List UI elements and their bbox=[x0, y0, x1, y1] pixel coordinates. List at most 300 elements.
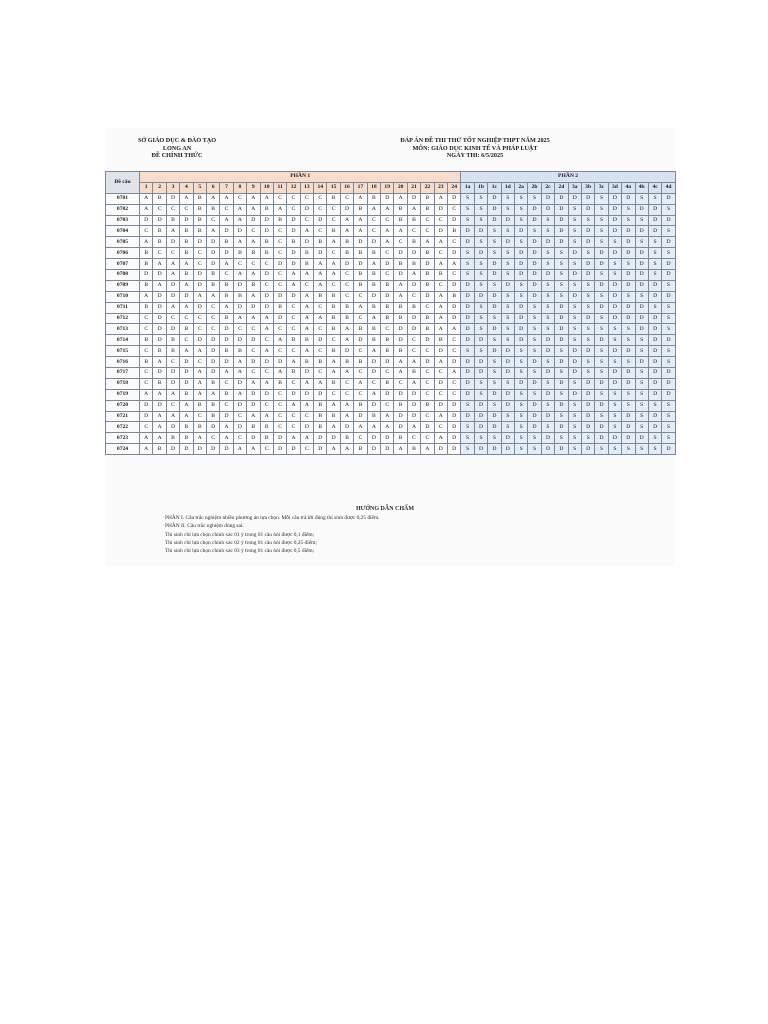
part2-answer-cell: S bbox=[541, 400, 554, 411]
part1-answer-cell: D bbox=[206, 368, 219, 379]
part1-answer-cell: C bbox=[434, 215, 447, 226]
part1-answer-cell: A bbox=[233, 215, 246, 226]
part2-answer-cell: D bbox=[461, 411, 474, 422]
part1-answer-cell: B bbox=[247, 248, 260, 259]
part2-question-header: 1d bbox=[501, 182, 514, 193]
part1-answer-cell: A bbox=[166, 389, 179, 400]
part1-answer-cell: C bbox=[233, 324, 246, 335]
part1-answer-cell: A bbox=[327, 444, 340, 455]
part1-answer-cell: D bbox=[300, 422, 313, 433]
part2-answer-cell: D bbox=[514, 302, 527, 313]
part1-answer-cell: B bbox=[407, 302, 420, 313]
part2-answer-cell: D bbox=[541, 411, 554, 422]
part1-answer-cell: D bbox=[407, 313, 420, 324]
part2-answer-cell: S bbox=[635, 368, 648, 379]
part2-answer-cell: S bbox=[662, 313, 675, 324]
part1-answer-cell: D bbox=[314, 335, 327, 346]
part1-answer-cell: D bbox=[233, 378, 246, 389]
part2-answer-cell: S bbox=[541, 357, 554, 368]
part2-answer-cell: D bbox=[662, 215, 675, 226]
part2-answer-cell: D bbox=[555, 335, 568, 346]
part1-answer-cell: C bbox=[220, 378, 233, 389]
part2-answer-cell: S bbox=[488, 335, 501, 346]
part1-answer-cell: A bbox=[247, 291, 260, 302]
part1-answer-cell: C bbox=[421, 302, 434, 313]
part1-answer-cell: C bbox=[407, 335, 420, 346]
part1-answer-cell: B bbox=[314, 291, 327, 302]
part2-answer-cell: D bbox=[595, 335, 608, 346]
part1-answer-cell: D bbox=[300, 368, 313, 379]
part1-answer-cell: B bbox=[421, 193, 434, 204]
part1-answer-cell: D bbox=[447, 215, 460, 226]
part2-answer-cell: D bbox=[488, 259, 501, 270]
part1-answer-cell: D bbox=[434, 400, 447, 411]
part1-answer-cell: A bbox=[300, 400, 313, 411]
part2-answer-cell: D bbox=[622, 193, 635, 204]
part2-answer-cell: D bbox=[528, 422, 541, 433]
part1-answer-cell: A bbox=[300, 433, 313, 444]
part1-answer-cell: A bbox=[140, 291, 153, 302]
part1-answer-cell: D bbox=[153, 313, 166, 324]
part2-answer-cell: S bbox=[514, 215, 527, 226]
part2-answer-cell: D bbox=[555, 378, 568, 389]
part2-answer-cell: S bbox=[488, 248, 501, 259]
part2-answer-cell: S bbox=[662, 400, 675, 411]
part2-answer-cell: D bbox=[568, 248, 581, 259]
part1-answer-cell: C bbox=[287, 422, 300, 433]
part2-answer-cell: S bbox=[622, 357, 635, 368]
part2-answer-cell: D bbox=[662, 335, 675, 346]
part1-answer-cell: D bbox=[220, 324, 233, 335]
part2-answer-cell: S bbox=[514, 291, 527, 302]
part2-answer-cell: S bbox=[488, 368, 501, 379]
part1-answer-cell: A bbox=[193, 346, 206, 357]
part1-answer-cell: A bbox=[327, 237, 340, 248]
part2-answer-cell: S bbox=[488, 378, 501, 389]
part2-answer-cell: D bbox=[595, 280, 608, 291]
part1-answer-cell: B bbox=[367, 324, 380, 335]
part2-answer-cell: D bbox=[662, 270, 675, 281]
part1-answer-cell: C bbox=[247, 368, 260, 379]
part1-answer-cell: C bbox=[206, 313, 219, 324]
part2-answer-cell: D bbox=[622, 368, 635, 379]
part1-answer-cell: D bbox=[421, 291, 434, 302]
part2-answer-cell: S bbox=[595, 193, 608, 204]
part1-answer-cell: A bbox=[314, 259, 327, 270]
part1-answer-cell: D bbox=[193, 237, 206, 248]
part2-answer-cell: D bbox=[541, 204, 554, 215]
part1-answer-cell: A bbox=[153, 422, 166, 433]
part2-answer-cell: S bbox=[474, 237, 487, 248]
part1-answer-cell: A bbox=[300, 302, 313, 313]
part2-answer-cell: D bbox=[514, 248, 527, 259]
part1-answer-cell: D bbox=[447, 193, 460, 204]
part1-answer-cell: D bbox=[233, 226, 246, 237]
part1-answer-cell: B bbox=[247, 422, 260, 433]
part2-answer-cell: D bbox=[595, 302, 608, 313]
part2-answer-cell: S bbox=[514, 422, 527, 433]
part2-answer-cell: D bbox=[581, 400, 594, 411]
part1-answer-cell: A bbox=[434, 237, 447, 248]
part2-answer-cell: D bbox=[461, 389, 474, 400]
part1-answer-cell: D bbox=[354, 259, 367, 270]
part2-answer-cell: D bbox=[461, 378, 474, 389]
part2-answer-cell: D bbox=[474, 368, 487, 379]
part1-answer-cell: B bbox=[220, 237, 233, 248]
part1-answer-cell: C bbox=[273, 280, 286, 291]
part1-answer-cell: C bbox=[206, 215, 219, 226]
part2-answer-cell: D bbox=[514, 226, 527, 237]
exam-code-cell: 0720 bbox=[106, 400, 140, 411]
part1-answer-cell: B bbox=[367, 270, 380, 281]
part2-answer-cell: S bbox=[555, 280, 568, 291]
part1-answer-cell: D bbox=[381, 357, 394, 368]
answer-key-document bbox=[105, 128, 675, 566]
part2-answer-cell: S bbox=[568, 444, 581, 455]
part1-answer-cell: B bbox=[300, 335, 313, 346]
part2-answer-cell: S bbox=[648, 433, 661, 444]
exam-code-cell: 0724 bbox=[106, 444, 140, 455]
part1-answer-cell: A bbox=[434, 324, 447, 335]
part1-answer-cell: D bbox=[447, 422, 460, 433]
part1-answer-cell: D bbox=[220, 248, 233, 259]
part2-answer-cell: D bbox=[595, 400, 608, 411]
part2-answer-cell: S bbox=[555, 346, 568, 357]
part1-answer-cell: A bbox=[140, 433, 153, 444]
part1-question-header: 21 bbox=[407, 182, 420, 193]
part1-answer-cell: C bbox=[340, 389, 353, 400]
part1-answer-cell: D bbox=[447, 400, 460, 411]
part1-answer-cell: B bbox=[300, 248, 313, 259]
part1-answer-cell: B bbox=[314, 237, 327, 248]
part1-answer-cell: A bbox=[421, 237, 434, 248]
part1-answer-cell: C bbox=[421, 433, 434, 444]
part1-answer-cell: C bbox=[287, 302, 300, 313]
part2-question-header: 2c bbox=[541, 182, 554, 193]
part2-answer-cell: D bbox=[622, 302, 635, 313]
exam-code-cell: 0713 bbox=[106, 324, 140, 335]
part1-answer-cell: D bbox=[287, 248, 300, 259]
part1-answer-cell: D bbox=[340, 346, 353, 357]
part1-answer-cell: C bbox=[247, 346, 260, 357]
part2-answer-cell: D bbox=[608, 291, 621, 302]
part2-answer-cell: D bbox=[622, 422, 635, 433]
part2-answer-cell: D bbox=[648, 280, 661, 291]
part1-answer-cell: A bbox=[220, 259, 233, 270]
part2-answer-cell: D bbox=[581, 237, 594, 248]
part2-answer-cell: S bbox=[528, 444, 541, 455]
part1-answer-cell: C bbox=[300, 193, 313, 204]
part2-answer-cell: D bbox=[528, 378, 541, 389]
part2-answer-cell: D bbox=[528, 270, 541, 281]
part1-answer-cell: A bbox=[340, 368, 353, 379]
part2-answer-cell: D bbox=[595, 378, 608, 389]
table-row bbox=[106, 433, 676, 444]
part2-answer-cell: S bbox=[648, 237, 661, 248]
part1-answer-cell: D bbox=[340, 259, 353, 270]
part2-answer-cell: S bbox=[581, 324, 594, 335]
part2-answer-cell: S bbox=[635, 444, 648, 455]
part2-answer-cell: S bbox=[461, 433, 474, 444]
part2-answer-cell: S bbox=[568, 422, 581, 433]
part1-answer-cell: C bbox=[140, 346, 153, 357]
part2-answer-cell: S bbox=[461, 346, 474, 357]
part1-answer-cell: A bbox=[367, 389, 380, 400]
part1-answer-cell: D bbox=[140, 400, 153, 411]
part1-answer-cell: A bbox=[394, 193, 407, 204]
part1-answer-cell: A bbox=[247, 313, 260, 324]
part1-answer-cell: D bbox=[447, 433, 460, 444]
part1-answer-cell: D bbox=[340, 422, 353, 433]
part2-answer-cell: S bbox=[581, 291, 594, 302]
part2-answer-cell: S bbox=[528, 302, 541, 313]
part2-answer-cell: D bbox=[528, 248, 541, 259]
part1-answer-cell: C bbox=[140, 226, 153, 237]
part2-answer-cell: S bbox=[541, 378, 554, 389]
part1-answer-cell: A bbox=[180, 400, 193, 411]
part1-answer-cell: A bbox=[300, 324, 313, 335]
part1-question-header: 7 bbox=[220, 182, 233, 193]
part1-answer-cell: D bbox=[407, 400, 420, 411]
part1-answer-cell: B bbox=[206, 280, 219, 291]
part1-answer-cell: C bbox=[273, 389, 286, 400]
exam-code-cell: 0719 bbox=[106, 389, 140, 400]
part2-answer-cell: S bbox=[501, 291, 514, 302]
part1-answer-cell: B bbox=[327, 313, 340, 324]
part1-answer-cell: B bbox=[367, 193, 380, 204]
part2-answer-cell: S bbox=[622, 389, 635, 400]
part1-answer-cell: A bbox=[180, 346, 193, 357]
code-column-header: Đề câu bbox=[106, 172, 140, 194]
part1-answer-cell: C bbox=[206, 433, 219, 444]
part1-answer-cell: D bbox=[260, 357, 273, 368]
part1-answer-cell: A bbox=[180, 411, 193, 422]
part2-answer-cell: S bbox=[541, 422, 554, 433]
part1-answer-cell: B bbox=[140, 280, 153, 291]
part1-answer-cell: C bbox=[206, 302, 219, 313]
part1-answer-cell: C bbox=[287, 313, 300, 324]
part2-question-header: 3a bbox=[568, 182, 581, 193]
part1-answer-cell: A bbox=[381, 204, 394, 215]
part1-question-header: 16 bbox=[340, 182, 353, 193]
part2-answer-cell: D bbox=[568, 270, 581, 281]
part1-answer-cell: B bbox=[434, 335, 447, 346]
part1-answer-cell: B bbox=[394, 433, 407, 444]
part2-answer-cell: S bbox=[622, 291, 635, 302]
header-row-parts bbox=[106, 172, 676, 183]
part2-answer-cell: D bbox=[541, 335, 554, 346]
part1-answer-cell: C bbox=[220, 270, 233, 281]
part1-answer-cell: C bbox=[260, 335, 273, 346]
part2-answer-cell: D bbox=[648, 204, 661, 215]
part1-answer-cell: D bbox=[407, 248, 420, 259]
part1-answer-cell: A bbox=[166, 226, 179, 237]
part1-answer-cell: B bbox=[180, 248, 193, 259]
part1-answer-cell: A bbox=[233, 444, 246, 455]
part1-answer-cell: C bbox=[354, 433, 367, 444]
part1-answer-cell: A bbox=[287, 280, 300, 291]
part1-answer-cell: D bbox=[407, 324, 420, 335]
part1-answer-cell: A bbox=[233, 204, 246, 215]
part1-question-header: 14 bbox=[314, 182, 327, 193]
part1-answer-cell: D bbox=[327, 433, 340, 444]
part1-answer-cell: D bbox=[247, 357, 260, 368]
table-row bbox=[106, 302, 676, 313]
part1-answer-cell: A bbox=[233, 389, 246, 400]
part1-answer-cell: C bbox=[340, 193, 353, 204]
part1-answer-cell: D bbox=[166, 422, 179, 433]
part1-answer-cell: B bbox=[206, 204, 219, 215]
part1-answer-cell: A bbox=[327, 422, 340, 433]
part1-answer-cell: C bbox=[407, 291, 420, 302]
part1-answer-cell: D bbox=[233, 335, 246, 346]
part2-answer-cell: S bbox=[568, 400, 581, 411]
table-row bbox=[106, 411, 676, 422]
part1-answer-cell: D bbox=[447, 280, 460, 291]
part1-answer-cell: C bbox=[220, 400, 233, 411]
part2-answer-cell: S bbox=[595, 215, 608, 226]
part2-answer-cell: D bbox=[488, 324, 501, 335]
part1-answer-cell: D bbox=[206, 237, 219, 248]
part2-answer-cell: S bbox=[501, 248, 514, 259]
part1-answer-cell: A bbox=[300, 226, 313, 237]
part1-answer-cell: B bbox=[300, 259, 313, 270]
part2-answer-cell: D bbox=[568, 193, 581, 204]
part1-answer-cell: D bbox=[381, 433, 394, 444]
part2-answer-cell: D bbox=[648, 313, 661, 324]
part2-answer-cell: S bbox=[528, 389, 541, 400]
part1-answer-cell: A bbox=[260, 411, 273, 422]
part2-answer-cell: D bbox=[635, 248, 648, 259]
part2-answer-cell: D bbox=[595, 422, 608, 433]
part1-answer-cell: C bbox=[140, 313, 153, 324]
part2-answer-cell: S bbox=[501, 422, 514, 433]
part2-answer-cell: S bbox=[662, 357, 675, 368]
part2-answer-cell: D bbox=[662, 237, 675, 248]
part2-answer-cell: S bbox=[461, 215, 474, 226]
part1-question-header: 13 bbox=[300, 182, 313, 193]
part2-answer-cell: S bbox=[555, 411, 568, 422]
part1-answer-cell: B bbox=[327, 378, 340, 389]
part1-answer-cell: C bbox=[140, 324, 153, 335]
part2-answer-cell: D bbox=[474, 400, 487, 411]
part1-answer-cell: C bbox=[300, 444, 313, 455]
part2-answer-cell: S bbox=[541, 302, 554, 313]
part2-answer-cell: S bbox=[635, 378, 648, 389]
part1-question-header: 15 bbox=[327, 182, 340, 193]
part1-answer-cell: D bbox=[206, 422, 219, 433]
part1-answer-cell: B bbox=[394, 204, 407, 215]
part2-answer-cell: D bbox=[461, 302, 474, 313]
part2-answer-cell: D bbox=[528, 204, 541, 215]
part1-answer-cell: A bbox=[180, 302, 193, 313]
part1-answer-cell: C bbox=[273, 226, 286, 237]
part1-answer-cell: D bbox=[367, 291, 380, 302]
part2-answer-cell: S bbox=[461, 270, 474, 281]
part2-answer-cell: S bbox=[662, 346, 675, 357]
part2-answer-cell: D bbox=[474, 226, 487, 237]
part1-answer-cell: D bbox=[153, 302, 166, 313]
part1-answer-cell: A bbox=[153, 259, 166, 270]
part1-answer-cell: C bbox=[327, 335, 340, 346]
part1-answer-cell: C bbox=[434, 280, 447, 291]
part1-answer-cell: D bbox=[434, 226, 447, 237]
part2-answer-cell: D bbox=[541, 444, 554, 455]
part2-answer-cell: S bbox=[581, 215, 594, 226]
part1-answer-cell: C bbox=[260, 280, 273, 291]
part1-answer-cell: A bbox=[153, 433, 166, 444]
part1-answer-cell: B bbox=[314, 357, 327, 368]
part1-answer-cell: A bbox=[300, 313, 313, 324]
part1-answer-cell: D bbox=[180, 368, 193, 379]
part1-answer-cell: B bbox=[394, 400, 407, 411]
part1-answer-cell: B bbox=[193, 215, 206, 226]
part1-answer-cell: C bbox=[193, 313, 206, 324]
part1-answer-cell: A bbox=[367, 313, 380, 324]
part2-answer-cell: S bbox=[501, 378, 514, 389]
part1-answer-cell: B bbox=[421, 248, 434, 259]
part2-answer-cell: S bbox=[514, 204, 527, 215]
part1-answer-cell: D bbox=[206, 259, 219, 270]
part1-answer-cell: D bbox=[273, 433, 286, 444]
part1-answer-cell: D bbox=[394, 248, 407, 259]
part1-answer-cell: D bbox=[367, 444, 380, 455]
part2-answer-cell: D bbox=[555, 324, 568, 335]
part2-answer-cell: S bbox=[474, 259, 487, 270]
part1-answer-cell: B bbox=[314, 422, 327, 433]
part2-answer-cell: S bbox=[555, 291, 568, 302]
part2-answer-cell: S bbox=[608, 357, 621, 368]
part1-answer-cell: D bbox=[166, 291, 179, 302]
part2-answer-cell: D bbox=[474, 422, 487, 433]
part1-answer-cell: A bbox=[381, 237, 394, 248]
part2-answer-cell: S bbox=[488, 313, 501, 324]
part1-answer-cell: B bbox=[220, 313, 233, 324]
part1-answer-cell: D bbox=[407, 193, 420, 204]
part1-answer-cell: C bbox=[287, 378, 300, 389]
part2-answer-cell: S bbox=[514, 346, 527, 357]
part2-answer-cell: D bbox=[635, 313, 648, 324]
part1-answer-cell: C bbox=[140, 422, 153, 433]
part2-answer-cell: D bbox=[608, 302, 621, 313]
part2-question-header: 2d bbox=[555, 182, 568, 193]
table-row bbox=[106, 259, 676, 270]
part2-answer-cell: D bbox=[461, 324, 474, 335]
header-left-line: SỞ GIÁO DỤC & ĐÀO TẠO bbox=[137, 137, 217, 144]
part1-answer-cell: B bbox=[153, 193, 166, 204]
part2-answer-cell: S bbox=[635, 335, 648, 346]
part1-answer-cell: B bbox=[407, 368, 420, 379]
part1-answer-cell: C bbox=[166, 248, 179, 259]
part2-answer-cell: D bbox=[635, 433, 648, 444]
part1-answer-cell: B bbox=[354, 270, 367, 281]
part1-answer-cell: C bbox=[300, 411, 313, 422]
part1-answer-cell: B bbox=[273, 215, 286, 226]
part2-answer-cell: D bbox=[555, 357, 568, 368]
part1-answer-cell: B bbox=[340, 433, 353, 444]
part2-answer-cell: S bbox=[568, 324, 581, 335]
part1-answer-cell: C bbox=[193, 411, 206, 422]
part1-answer-cell: C bbox=[447, 335, 460, 346]
part2-answer-cell: S bbox=[474, 378, 487, 389]
part2-answer-cell: D bbox=[662, 444, 675, 455]
part2-answer-cell: S bbox=[635, 389, 648, 400]
part1-answer-cell: C bbox=[327, 389, 340, 400]
part1-answer-cell: B bbox=[166, 433, 179, 444]
part1-answer-cell: A bbox=[247, 444, 260, 455]
part1-answer-cell: A bbox=[273, 204, 286, 215]
part1-question-header: 18 bbox=[367, 182, 380, 193]
